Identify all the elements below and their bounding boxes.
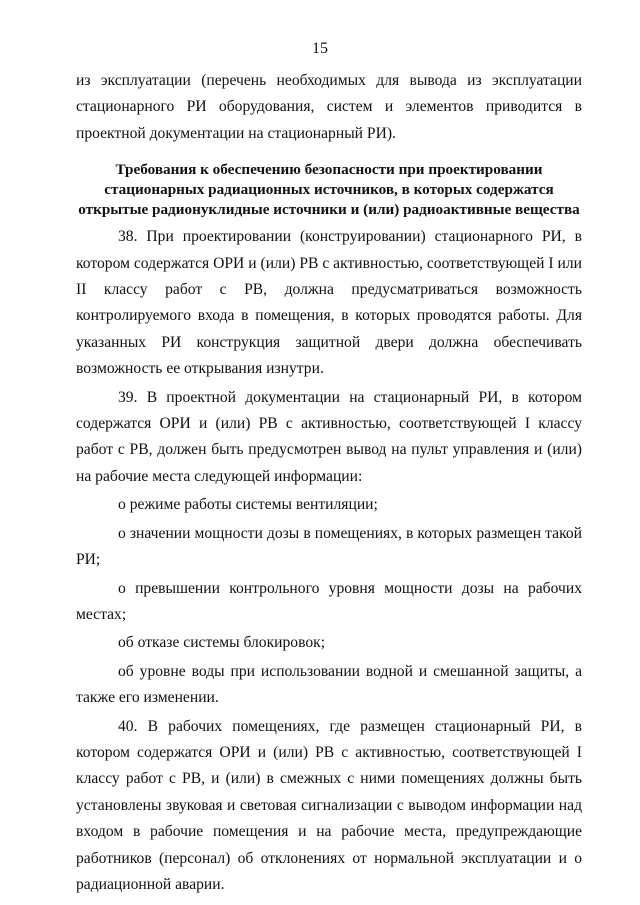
paragraph-40: 40. В рабочих помещениях, где размещен стационарный РИ, в котором содержатся ОРИ и (или) РВ с активностью, соответствующей I классу работ с РВ, и (или) в смежных с ними помещениях должны быть установлены звуковая и световая сигнализации с выводом информации над входом в рабочие помещения и на рабочие места, предупреждающие работников (персонал) об отклонениях от нормальной эксплуатации и о радиационной аварии. xyxy=(76,717,582,893)
section-heading-line-3: открытые радионуклидные источники и (или) радиоактивные вещества xyxy=(78,201,580,219)
section-heading-line-1: Требования к обеспечению безопасности при проектировании xyxy=(115,161,543,179)
paragraph-39-item-5: об уровне воды при использовании водной и смешанной защиты, а также его изменении. xyxy=(76,662,582,707)
paragraph-39: 39. В проектной документации на стационарный РИ, в котором содержатся ОРИ и (или) РВ с активностью, соответствующей I классу работ с РВ, должен быть предусмотрен вывод на пульт управления и (или) на рабочие места следующей информации: xyxy=(76,388,582,485)
paragraph-38: 38. При проектировании (конструировании) стационарного РИ, в котором содержатся ОРИ и (или) РВ с активностью, соответствующей I или II классу работ с РВ, должна предусматриваться возможность контролируемого входа в помещения, в которых проводятся работы. Для указанных РИ конструкция защитной двери должна обеспечивать возможность ее открывания изнутри. xyxy=(76,228,582,378)
page-number: 15 xyxy=(312,40,328,57)
intro-paragraph: из эксплуатации (перечень необходимых для вывода из эксплуатации стационарного РИ оборудования, систем и элементов приводится в проектной документации на стационарный РИ). xyxy=(76,72,582,142)
section-heading xyxy=(76,160,582,220)
document-body xyxy=(76,68,582,898)
paragraph-39-item-2: о значении мощности дозы в помещениях, в которых размещен такой РИ; xyxy=(76,524,582,569)
paragraph-39-item-4: об отказе системы блокировок; xyxy=(118,634,326,652)
section-heading-line-2: стационарных радиационных источников, в которых содержатся xyxy=(104,181,554,199)
paragraph-39-item-1: о режиме работы системы вентиляции; xyxy=(118,496,378,514)
paragraph-39-item-3: о превышении контрольного уровня мощности дозы на рабочих местах; xyxy=(76,579,582,623)
